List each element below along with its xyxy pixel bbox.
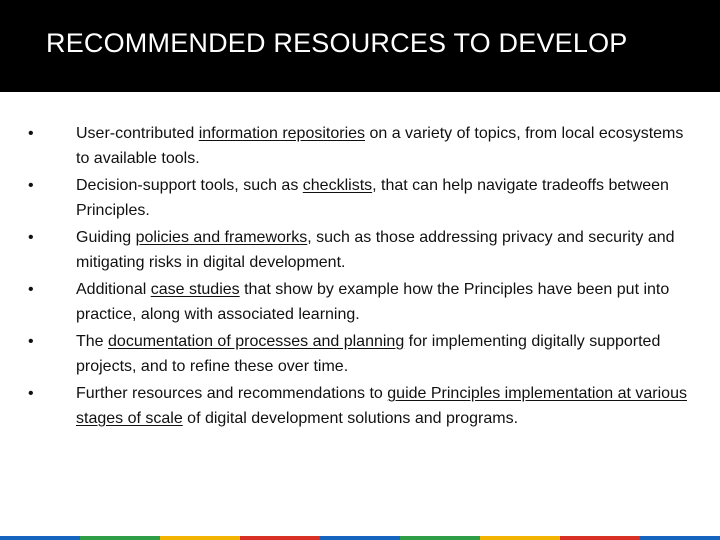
link-guide-principles-implementation[interactable]: guide Principles implementation at various stages of scale xyxy=(76,385,687,427)
list-item xyxy=(28,329,688,379)
item-text: for implementing digitally supported projects, and to refine these over time. xyxy=(76,333,661,375)
item-text: that show by example how the Principles have been put into practice, along with associated learning. xyxy=(76,281,670,323)
color-segment xyxy=(400,536,480,540)
slide-title: RECOMMENDED RESOURCES TO DEVELOP xyxy=(46,28,628,58)
link-information-repositories[interactable]: information repositories xyxy=(198,125,366,142)
list-item xyxy=(28,277,688,327)
item-text: Further resources and recommendations to xyxy=(76,385,388,402)
item-text: , such as those addressing privacy and security and mitigating risks in digital development. xyxy=(76,229,675,271)
bullet-icon: • xyxy=(28,281,34,298)
bullet-icon: • xyxy=(28,385,34,402)
color-segment xyxy=(320,536,400,540)
item-text: Guiding xyxy=(76,229,136,246)
color-segment xyxy=(160,536,240,540)
bullet-icon: • xyxy=(28,333,34,350)
bullet-icon: • xyxy=(28,229,34,246)
list-item xyxy=(28,173,688,223)
color-segment xyxy=(240,536,320,540)
list-item xyxy=(28,381,688,431)
link-documentation-of-processes[interactable]: documentation of processes and planning xyxy=(108,333,405,350)
footer-color-bar xyxy=(0,536,720,540)
bullet-list xyxy=(28,121,688,433)
bullet-icon: • xyxy=(28,177,34,194)
item-text: , that can help navigate tradeoffs between Principles. xyxy=(76,177,669,219)
link-policies-and-frameworks[interactable]: policies and frameworks xyxy=(135,229,308,246)
color-segment xyxy=(640,536,720,540)
item-text: User-contributed xyxy=(76,125,199,142)
list-item xyxy=(28,121,688,171)
link-case-studies[interactable]: case studies xyxy=(150,281,240,298)
title-bar xyxy=(0,0,720,92)
bullet-icon: • xyxy=(28,125,34,142)
link-checklists[interactable]: checklists xyxy=(302,177,373,194)
color-segment xyxy=(0,536,80,540)
color-segment xyxy=(80,536,160,540)
item-text: Decision-support tools, such as xyxy=(76,177,303,194)
item-text: on a variety of topics, from local ecosystems to available tools. xyxy=(76,125,684,167)
item-text: Additional xyxy=(76,281,151,298)
item-text: The xyxy=(76,333,109,350)
color-segment xyxy=(480,536,560,540)
list-item xyxy=(28,225,688,275)
item-text: of digital development solutions and programs. xyxy=(182,410,519,427)
color-segment xyxy=(560,536,640,540)
